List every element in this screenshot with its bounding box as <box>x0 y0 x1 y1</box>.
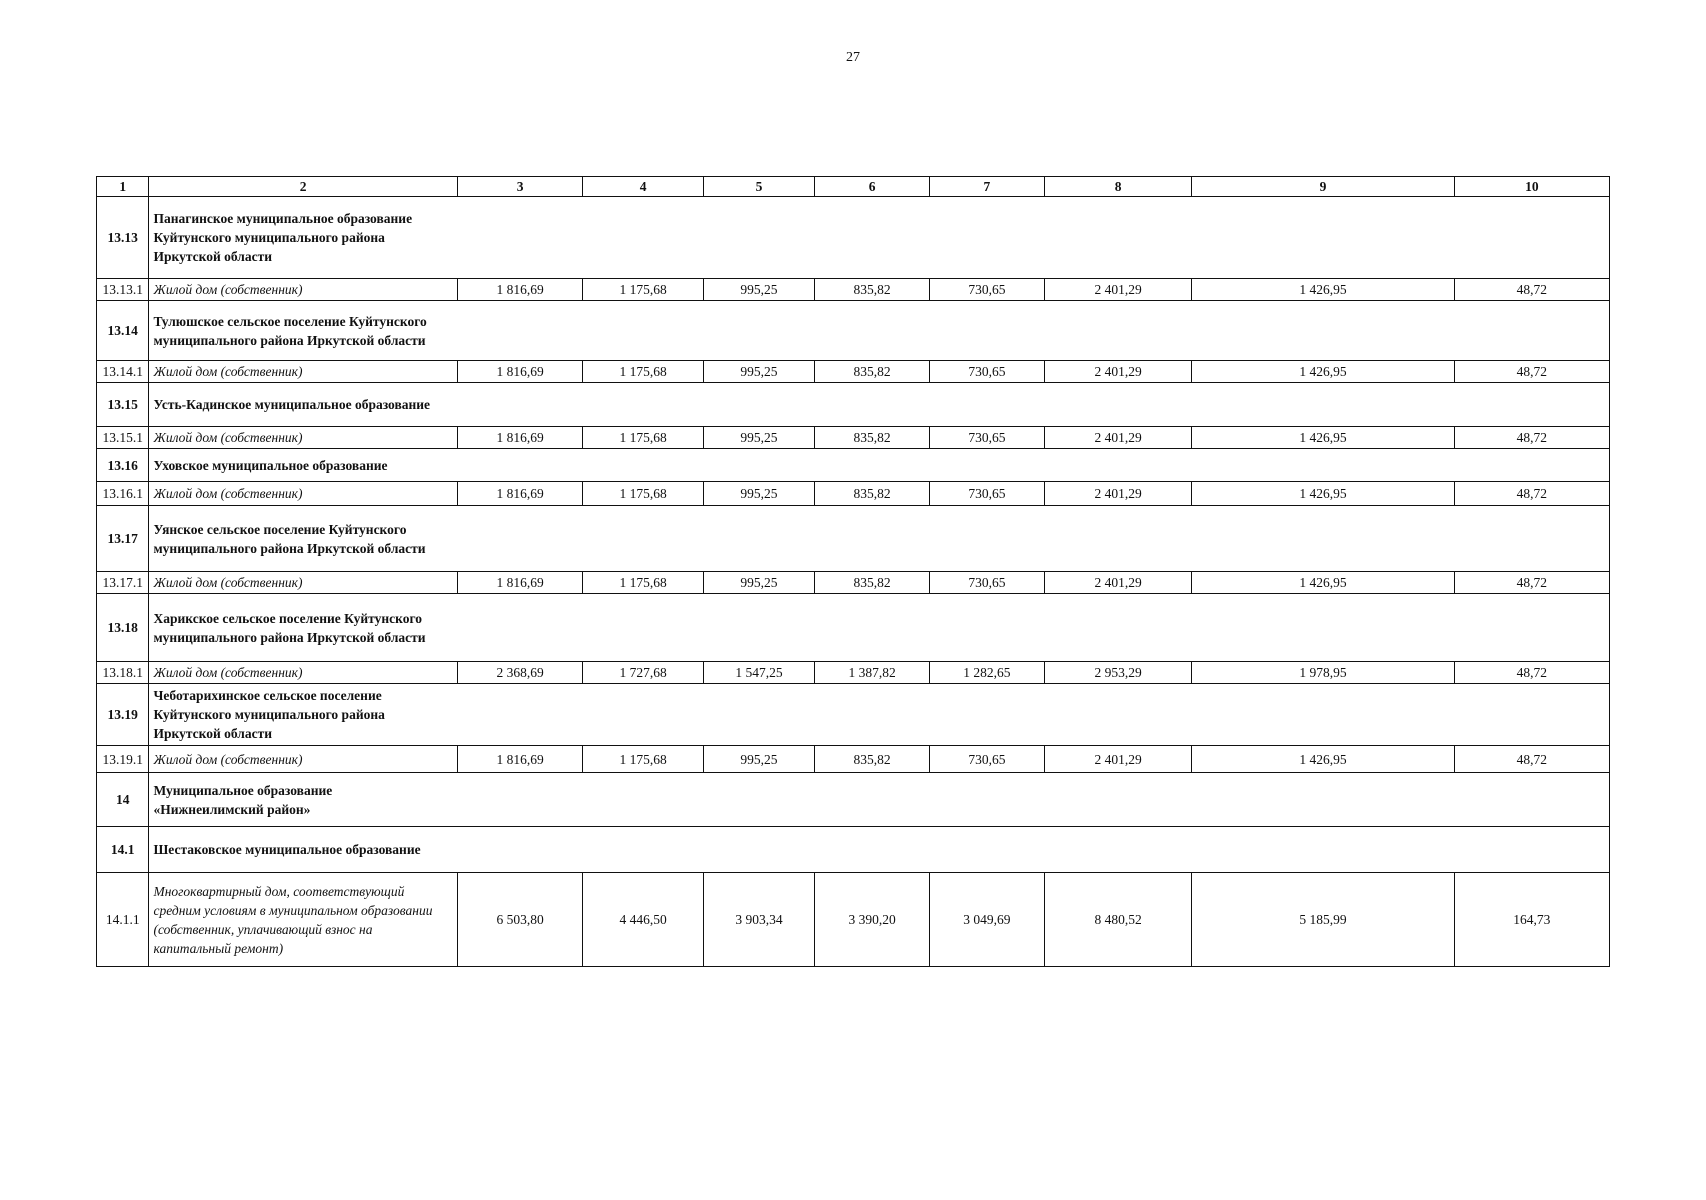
section-row <box>97 594 1610 662</box>
table-row <box>97 361 1610 383</box>
item-name: Жилой дом (собственник) <box>149 427 457 449</box>
header-cell: 8 <box>1044 177 1192 197</box>
section-name: Усть-Кадинское муниципальное образование <box>153 397 431 412</box>
value-cell: 5 185,99 <box>1192 873 1454 967</box>
value-cell: 835,82 <box>815 361 930 383</box>
item-number: 13.16.1 <box>97 482 149 506</box>
tariff-table <box>96 176 1610 967</box>
page-number: 27 <box>846 50 860 65</box>
value-cell: 3 390,20 <box>815 873 930 967</box>
section-number: 13.13 <box>97 197 149 279</box>
header-cell: 2 <box>149 177 457 197</box>
value-cell: 2 401,29 <box>1044 279 1192 301</box>
value-cell: 835,82 <box>815 482 930 506</box>
header-row <box>97 177 1610 197</box>
value-cell: 1 816,69 <box>457 427 583 449</box>
value-cell: 995,25 <box>703 572 815 594</box>
section-name-cell <box>149 506 1610 572</box>
value-cell: 2 401,29 <box>1044 482 1192 506</box>
value-cell: 1 816,69 <box>457 746 583 773</box>
item-name: Жилой дом (собственник) <box>149 662 457 684</box>
section-name: Чеботарихинское сельское поселение Куйтунского муниципального района Иркутской области <box>153 688 385 741</box>
value-cell: 2 401,29 <box>1044 427 1192 449</box>
table-row <box>97 572 1610 594</box>
value-cell: 3 903,34 <box>703 873 815 967</box>
value-cell: 1 816,69 <box>457 572 583 594</box>
header-cell: 5 <box>703 177 815 197</box>
value-cell: 1 816,69 <box>457 482 583 506</box>
value-cell: 2 401,29 <box>1044 572 1192 594</box>
table-row <box>97 873 1610 967</box>
value-cell: 1 547,25 <box>703 662 815 684</box>
section-row <box>97 449 1610 482</box>
item-number: 14.1.1 <box>97 873 149 967</box>
header-cell: 4 <box>583 177 703 197</box>
table-row <box>97 482 1610 506</box>
value-cell: 835,82 <box>815 746 930 773</box>
section-row <box>97 301 1610 361</box>
value-cell: 730,65 <box>930 482 1045 506</box>
value-cell: 1 426,95 <box>1192 361 1454 383</box>
value-cell: 1 816,69 <box>457 279 583 301</box>
value-cell: 6 503,80 <box>457 873 583 967</box>
section-number: 13.19 <box>97 684 149 746</box>
value-cell: 1 175,68 <box>583 361 703 383</box>
value-cell: 48,72 <box>1454 662 1609 684</box>
item-number: 13.17.1 <box>97 572 149 594</box>
value-cell: 835,82 <box>815 572 930 594</box>
value-cell: 1 387,82 <box>815 662 930 684</box>
header-cell: 3 <box>457 177 583 197</box>
value-cell: 48,72 <box>1454 361 1609 383</box>
section-name-cell <box>149 684 1610 746</box>
section-number: 14 <box>97 773 149 827</box>
item-number: 13.14.1 <box>97 361 149 383</box>
section-row <box>97 197 1610 279</box>
header-cell: 9 <box>1192 177 1454 197</box>
item-name: Жилой дом (собственник) <box>149 572 457 594</box>
value-cell: 2 401,29 <box>1044 361 1192 383</box>
value-cell: 1 426,95 <box>1192 482 1454 506</box>
item-name: Жилой дом (собственник) <box>149 482 457 506</box>
item-number: 13.18.1 <box>97 662 149 684</box>
section-row <box>97 383 1610 427</box>
section-number: 13.17 <box>97 506 149 572</box>
section-name: Муниципальное образование «Нижнеилимский район» <box>153 782 333 817</box>
value-cell: 3 049,69 <box>930 873 1045 967</box>
section-row <box>97 506 1610 572</box>
value-cell: 730,65 <box>930 427 1045 449</box>
value-cell: 1 426,95 <box>1192 279 1454 301</box>
item-number: 13.13.1 <box>97 279 149 301</box>
table-row <box>97 427 1610 449</box>
value-cell: 730,65 <box>930 572 1045 594</box>
value-cell: 1 175,68 <box>583 746 703 773</box>
value-cell: 995,25 <box>703 361 815 383</box>
section-name: Панагинское муниципальное образование Куйтунского муниципального района Иркутской области <box>153 211 413 264</box>
section-name: Харикское сельское поселение Куйтунского муниципального района Иркутской области <box>153 610 426 645</box>
value-cell: 1 175,68 <box>583 427 703 449</box>
value-cell: 1 978,95 <box>1192 662 1454 684</box>
value-cell: 1 426,95 <box>1192 572 1454 594</box>
value-cell: 1 426,95 <box>1192 746 1454 773</box>
header-cell: 7 <box>930 177 1045 197</box>
section-name-cell <box>149 301 1610 361</box>
value-cell: 48,72 <box>1454 427 1609 449</box>
section-name: Шестаковское муниципальное образование <box>153 842 421 857</box>
section-number: 13.14 <box>97 301 149 361</box>
value-cell: 1 175,68 <box>583 482 703 506</box>
value-cell: 48,72 <box>1454 482 1609 506</box>
value-cell: 4 446,50 <box>583 873 703 967</box>
value-cell: 1 816,69 <box>457 361 583 383</box>
value-cell: 164,73 <box>1454 873 1609 967</box>
section-name-cell <box>149 827 1610 873</box>
value-cell: 835,82 <box>815 427 930 449</box>
section-name-cell <box>149 773 1610 827</box>
value-cell: 2 401,29 <box>1044 746 1192 773</box>
value-cell: 1 175,68 <box>583 572 703 594</box>
section-name-cell <box>149 383 1610 427</box>
section-number: 13.18 <box>97 594 149 662</box>
value-cell: 1 426,95 <box>1192 427 1454 449</box>
value-cell: 48,72 <box>1454 572 1609 594</box>
table-row <box>97 662 1610 684</box>
item-name: Многоквартирный дом, соответствующий средним условиям в муниципальном образовании (собственник, уплачивающий взнос на капитальный ремонт) <box>149 873 457 967</box>
value-cell: 1 282,65 <box>930 662 1045 684</box>
value-cell: 8 480,52 <box>1044 873 1192 967</box>
section-name-cell <box>149 449 1610 482</box>
value-cell: 48,72 <box>1454 746 1609 773</box>
item-name: Жилой дом (собственник) <box>149 279 457 301</box>
section-row <box>97 827 1610 873</box>
item-name: Жилой дом (собственник) <box>149 361 457 383</box>
section-number: 13.16 <box>97 449 149 482</box>
section-number: 13.15 <box>97 383 149 427</box>
item-number: 13.15.1 <box>97 427 149 449</box>
value-cell: 730,65 <box>930 361 1045 383</box>
value-cell: 730,65 <box>930 279 1045 301</box>
value-cell: 995,25 <box>703 482 815 506</box>
section-row <box>97 684 1610 746</box>
section-name-cell <box>149 197 1610 279</box>
header-cell: 10 <box>1454 177 1609 197</box>
section-row <box>97 773 1610 827</box>
header-cell: 1 <box>97 177 149 197</box>
item-number: 13.19.1 <box>97 746 149 773</box>
value-cell: 995,25 <box>703 279 815 301</box>
table-row <box>97 746 1610 773</box>
table-row <box>97 279 1610 301</box>
section-name-cell <box>149 594 1610 662</box>
header-cell: 6 <box>815 177 930 197</box>
item-name: Жилой дом (собственник) <box>149 746 457 773</box>
value-cell: 835,82 <box>815 279 930 301</box>
section-name: Уянское сельское поселение Куйтунского муниципального района Иркутской области <box>153 521 426 556</box>
section-name: Уховское муниципальное образование <box>153 457 388 473</box>
section-name: Тулюшское сельское поселение Куйтунского муниципального района Иркутской области <box>153 313 427 348</box>
value-cell: 1 175,68 <box>583 279 703 301</box>
value-cell: 995,25 <box>703 427 815 449</box>
value-cell: 1 727,68 <box>583 662 703 684</box>
value-cell: 2 953,29 <box>1044 662 1192 684</box>
value-cell: 730,65 <box>930 746 1045 773</box>
value-cell: 48,72 <box>1454 279 1609 301</box>
value-cell: 995,25 <box>703 746 815 773</box>
value-cell: 2 368,69 <box>457 662 583 684</box>
section-number: 14.1 <box>97 827 149 873</box>
